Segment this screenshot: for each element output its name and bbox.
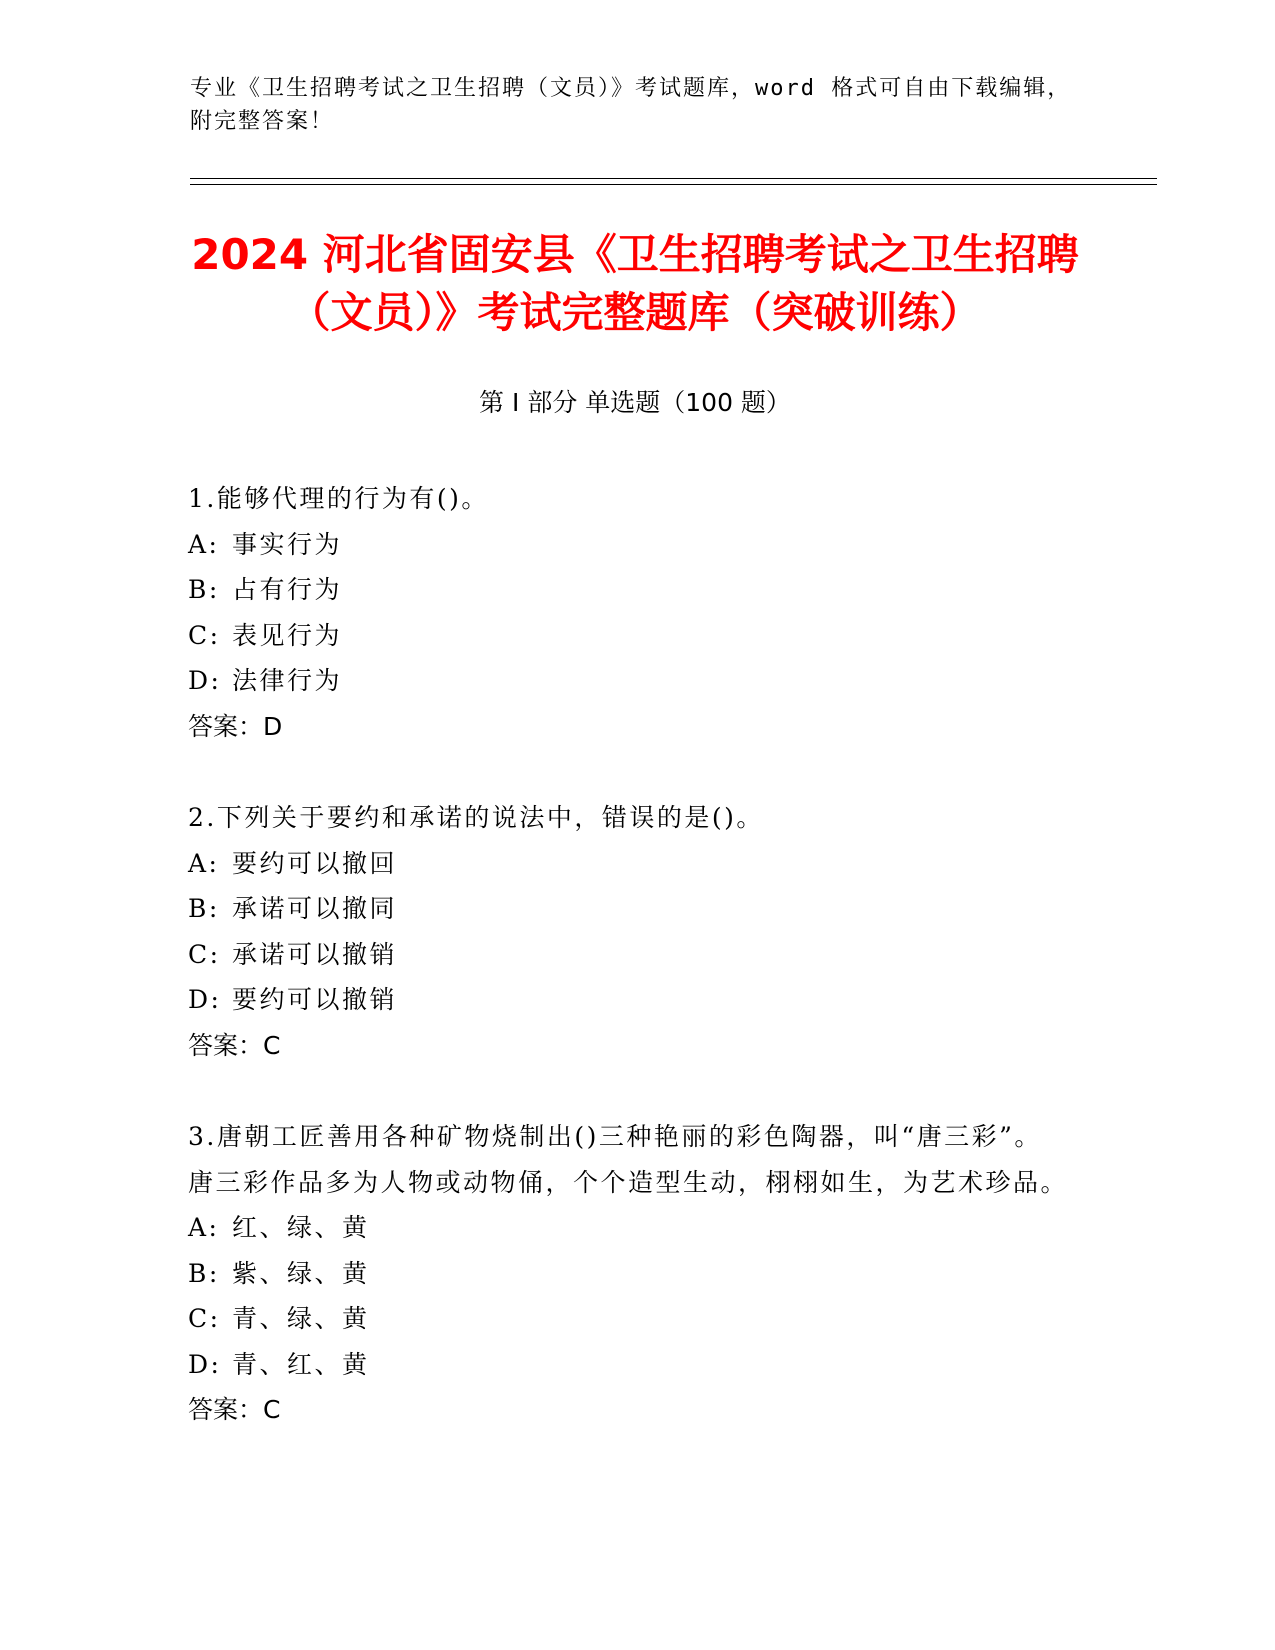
option-d bbox=[188, 658, 1068, 704]
option-letter: A: bbox=[188, 848, 220, 878]
option-text: 事实行为 bbox=[232, 529, 343, 559]
header-divider-bottom bbox=[190, 184, 1157, 185]
option-text: 要约可以撤回 bbox=[232, 848, 398, 878]
section-title: 第 I 部分 单选题（100 题） bbox=[479, 388, 791, 417]
option-text: 紫、绿、黄 bbox=[232, 1258, 370, 1288]
document-title: 2024 河北省固安县《卫生招聘考试之卫生招聘（文员）》考试完整题库（突破训练） bbox=[191, 230, 1079, 337]
question-stem: 3.唐朝工匠善用各种矿物烧制出()三种艳丽的彩色陶器，叫“唐三彩”。唐三彩作品多为人物或动物俑，个个造型生动，栩栩如生，为艺术珍品。 bbox=[188, 1122, 1069, 1197]
option-letter: C: bbox=[188, 939, 221, 969]
option-text: 承诺可以撤同 bbox=[232, 894, 398, 923]
option-a bbox=[188, 522, 1068, 568]
option-text: 占有行为 bbox=[232, 575, 343, 604]
header-note: 专业《卫生招聘考试之卫生招聘（文员）》考试题库，word 格式可自由下载编辑，附完整答案！ bbox=[190, 76, 1072, 134]
option-c bbox=[188, 932, 1068, 978]
question-1 bbox=[188, 476, 1068, 749]
option-letter: B: bbox=[188, 894, 220, 923]
option-text: 红、绿、黄 bbox=[232, 1213, 370, 1242]
option-text: 承诺可以撤销 bbox=[232, 939, 398, 969]
option-text: 青、绿、黄 bbox=[232, 1304, 370, 1333]
header-divider-top bbox=[190, 178, 1157, 179]
option-letter: D: bbox=[188, 985, 222, 1014]
answer: 答案：C bbox=[188, 1030, 281, 1060]
option-b bbox=[188, 886, 1068, 932]
option-letter: D: bbox=[188, 1349, 222, 1379]
option-d bbox=[188, 977, 1068, 1023]
option-b bbox=[188, 1251, 1068, 1297]
question-2 bbox=[188, 795, 1068, 1068]
option-a bbox=[188, 841, 1068, 887]
option-letter: A: bbox=[188, 1213, 220, 1242]
option-a bbox=[188, 1205, 1068, 1251]
option-d bbox=[188, 1342, 1068, 1388]
answer: 答案：D bbox=[188, 711, 283, 741]
answer: 答案：C bbox=[188, 1395, 281, 1424]
option-letter: D: bbox=[188, 666, 222, 695]
option-c bbox=[188, 613, 1068, 659]
question-3 bbox=[188, 1114, 1068, 1433]
question-stem: 2.下列关于要约和承诺的说法中，错误的是()。 bbox=[188, 803, 764, 832]
option-text: 要约可以撤销 bbox=[232, 985, 398, 1014]
question-stem: 1.能够代理的行为有()。 bbox=[188, 484, 489, 513]
option-text: 青、红、黄 bbox=[232, 1349, 370, 1379]
question-list bbox=[188, 476, 1068, 1479]
option-letter: B: bbox=[188, 1258, 220, 1288]
option-letter: C: bbox=[188, 620, 221, 650]
option-letter: A: bbox=[188, 529, 220, 559]
option-b bbox=[188, 567, 1068, 613]
option-letter: B: bbox=[188, 575, 220, 604]
option-c bbox=[188, 1296, 1068, 1342]
option-text: 法律行为 bbox=[232, 666, 343, 695]
option-letter: C: bbox=[188, 1304, 221, 1333]
option-text: 表见行为 bbox=[232, 620, 343, 650]
